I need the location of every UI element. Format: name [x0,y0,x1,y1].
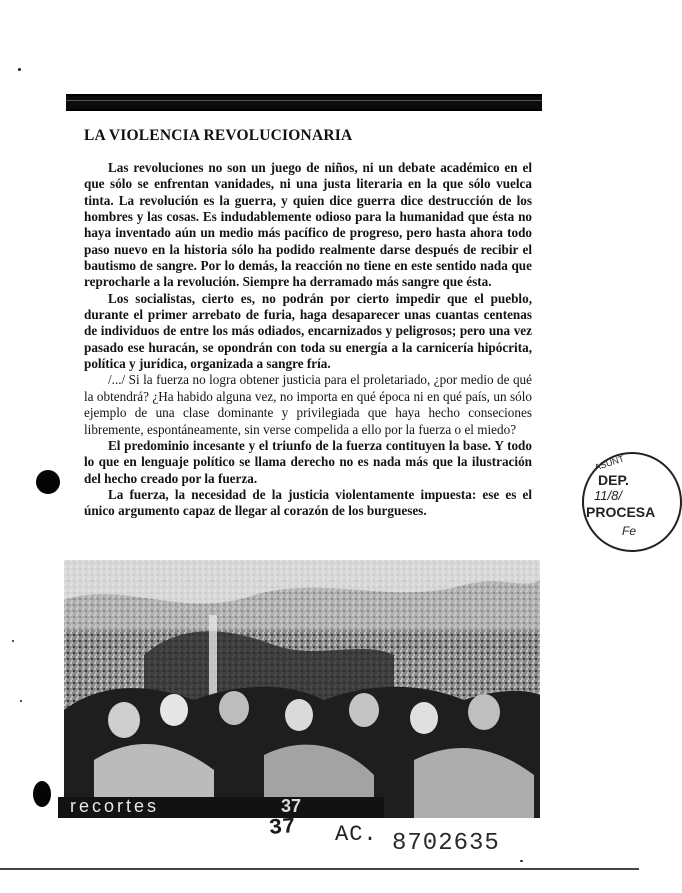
paragraph-4: El predominio incesante y el triunfo de la fuerza contituyen la base. Y todo lo que en lenguaje político se llama derecho no es nada más que la ilustración del hecho creado por la fuerza. [84,437,532,486]
punch-hole-bottom [33,781,51,807]
archive-prefix: AC. [335,822,378,847]
ink-speck [20,700,22,702]
processed-stamp [582,452,682,552]
paragraph-3: /.../ Si la fuerza no logra obtener justicia para el proletariado, ¿por medio de qué la obtendrá? ¿Ha habido alguna vez, no importa en qué época ni en qué país, un sólo ejemplo de una clase dominante y privilegiada que haya hecho conseciones libremente, espontáneamente, sin verse compelida a ello por la fuerza o el miedo? [84,372,532,437]
ink-speck [18,68,21,71]
stamp-bottom-text: Fe [622,524,637,538]
ink-speck [520,860,523,862]
paragraph-5: La fuerza, la necesidad de la justicia violentamente impuesta: ese es el único argumento capaz de llegar al corazón de los burgueses. [84,486,532,519]
page-number: 37 [281,796,302,816]
section-label: recortes [70,796,160,816]
stamp-dep-text: DEP. [598,472,629,488]
crowd-photo-graphic [64,560,540,818]
archive-number: 8702635 [392,830,500,857]
header-rule-bar [66,94,542,111]
stamp-date-text: 11/8/ [594,488,622,503]
article-body [84,160,532,520]
stamp-main-text: PROCESA [586,504,656,520]
paragraph-1: Las revoluciones no son un juego de niños, ni un debate académico en el que sólo se enfrentan vanidades, ni una justa literaria en la que sólo vuelca tinta. La revolución es la guerra, y quien dice guerra dice destrucción de los hombres y las cosas. Es indudablemente odioso para la humanidad que ésta no haya inventado aún un medio más pacífico de progreso, pero hasta ahora todo paso nuevo en la historia sólo ha podido realmente darse después de recibir el bautismo de sangre. Por lo demás, la reacción no tiene en este sentido nada que reprocharle a la revolución. Siempre ha derramado más sangre que ésta. [84,160,532,290]
crowd-photo [64,560,540,818]
article-title: LA VIOLENCIA REVOLUCIONARIA [84,127,353,144]
handwritten-number: 37 [268,814,297,841]
ink-speck [12,640,14,642]
punch-hole-top [36,470,60,494]
bottom-scan-edge [0,868,639,870]
paragraph-2: Los socialistas, cierto es, no podrán por cierto impedir que el pueblo, durante el primer arrebato de furia, haga desaparecer unas cuantas centenas de individuos de entre los más odiados, encarnizados y peligrosos; pero una vez pasado ese huracán, se opondrán con toda su energía a la carnicería hipócrita, política y jurídica, organizada a sangre fría. [84,290,532,372]
stamp-top-text: ASUNT [593,453,626,473]
